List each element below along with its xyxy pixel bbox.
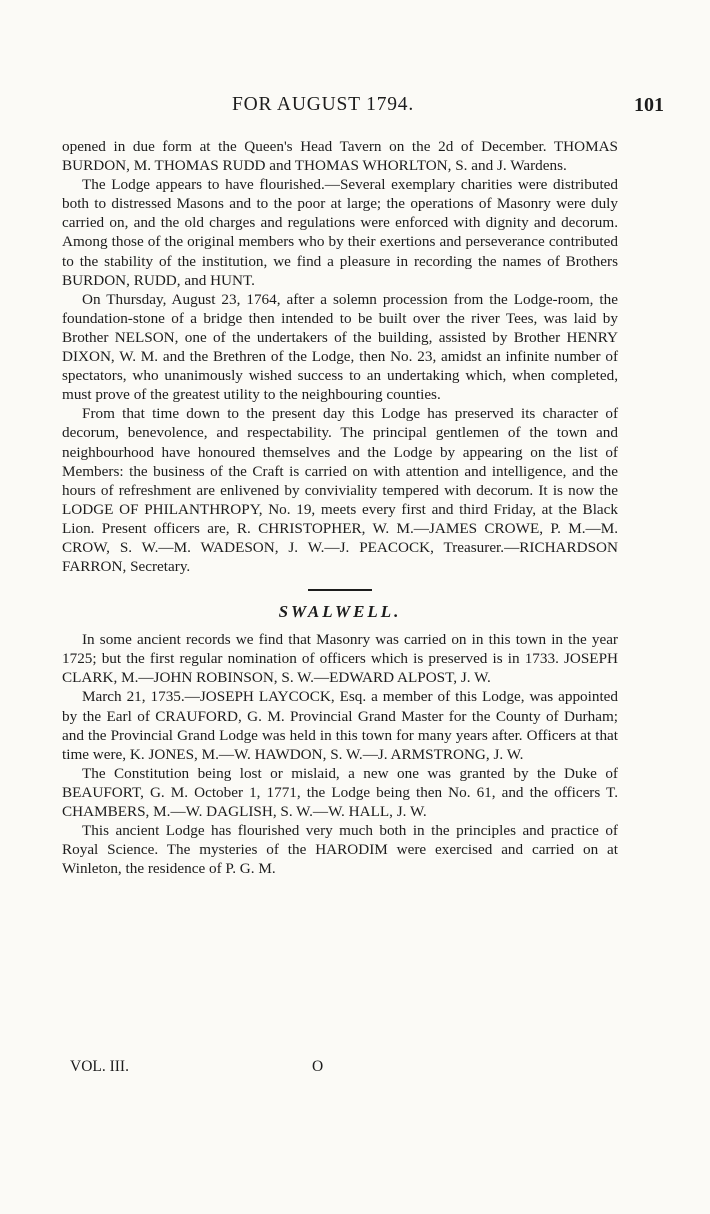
paragraph: The Constitution being lost or mislaid, a new one was granted by the Duke of BEAUFORT, G. M. October 1, 1771, the Lodge being then No. 61, and the officers T. CHAMBERS, M.—W. DAGLISH, S. W.—W. HALL, J. W. bbox=[62, 764, 618, 820]
paragraph: This ancient Lodge has flourished very much both in the principles and practice of Royal Science. The mysteries of the HARODIM were exercised and carried on at Winleton, the residence of P. G. M. bbox=[62, 822, 618, 878]
signature-mark: O bbox=[312, 1058, 324, 1075]
paragraph: On Thursday, August 23, 1764, after a solemn procession from the Lodge-room, the foundation-stone of a bridge then intended to be built over the river Tees, was laid by Brother NELSON, one of the undertakers of the building, assisted by Brother HENRY DIXON, W. M. and the Brethren of the Lodge, then No. 23, amidst an infinite number of spectators, who unanimously wished success to an undertaking which, when completed, must prove of the greatest utility to the neighbouring counties. bbox=[62, 290, 618, 404]
page-number: 101 bbox=[634, 94, 664, 116]
paragraph: The Lodge appears to have flourished.—Several exemplary charities were distributed both to distressed Masons and to the poor at large; the operations of Masonry were duly carried on, and the old charges and regulations were enforced with dignity and decorum. Among those of the original members who by their exertions and perseverance contributed to the stability of the institution, we find a pleasure in recording the names of Brothers BURDON, RUDD, and HUNT. bbox=[62, 176, 618, 289]
paragraph: From that time down to the present day this Lodge has preserved its character of decorum, benevolence, and respectability. The principal gentlemen of the town and neighbourhood have honoured themselves and the Lodge by appearing on the list of Members: the business of the Craft is carried on with attention and intelligence, and the hours of refreshment are enlivened by conviviality tempered with decorum. It is now the LODGE OF PHILANTHROPY, No. 19, meets every first and third Friday, at the Black Lion. Present officers are, R. CHRISTOPHER, W. M.—JAMES CROWE, P. M.—M. CROW, S. W.—M. WADESON, J. W.—J. PEACOCK, Treasurer.—RICHARDSON FARRON, Secretary. bbox=[62, 405, 618, 576]
paragraph: opened in due form at the Queen's Head Tavern on the 2d of December. THOMAS BURDON, M. THOMAS RUDD and THOMAS WHORLTON, S. and J. Wardens. bbox=[62, 138, 618, 175]
volume-label: VOL. III. bbox=[70, 1058, 129, 1075]
section-divider bbox=[308, 589, 372, 591]
page-footer bbox=[0, 1058, 710, 1082]
paragraph: March 21, 1735.—JOSEPH LAYCOCK, Esq. a member of this Lodge, was appointed by the Earl of CRAUFORD, G. M. Provincial Grand Master for the County of Durham; and the Provincial Grand Lodge was held in this town for many years after. Officers at that time were, K. JONES, M.—W. HAWDON, S. W.—J. ARMSTRONG, J. W. bbox=[62, 688, 618, 763]
paragraph: In some ancient records we find that Masonry was carried on in this town in the year 1725; but the first regular nomination of officers which is preserved is in 1733. JOSEPH CLARK, M.—JOHN ROBINSON, S. W.—EDWARD ALPOST, J. W. bbox=[62, 631, 618, 687]
section-title: SWALWELL. bbox=[278, 602, 402, 622]
body-text bbox=[62, 137, 618, 878]
page-header bbox=[0, 92, 710, 122]
running-head: FOR AUGUST 1794. bbox=[232, 94, 415, 115]
